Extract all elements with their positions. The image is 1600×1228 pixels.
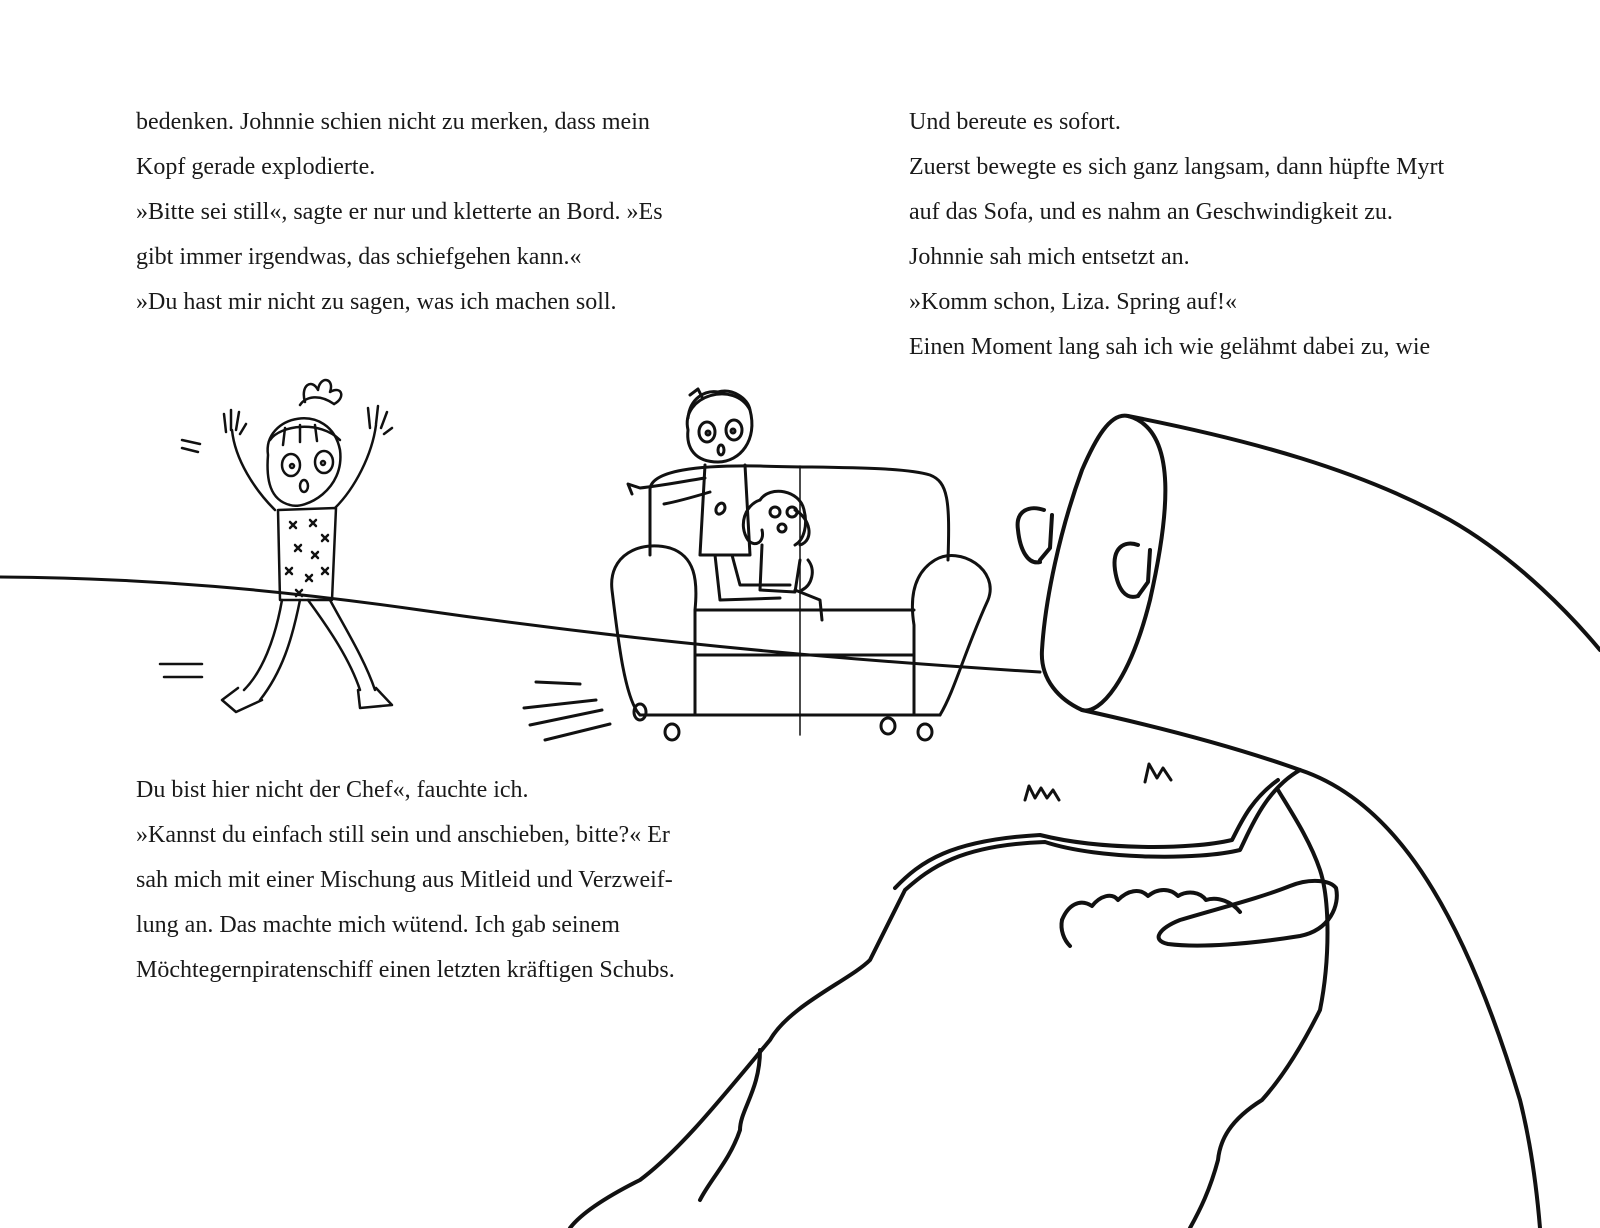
text-line: Du bist hier nicht der Chef«, fauchte ich. <box>136 777 529 803</box>
text-line: auf das Sofa, und es nahm an Geschwindigkeit zu. <box>909 199 1393 225</box>
text-line: bedenken. Johnnie schien nicht zu merken, dass mein <box>136 109 650 135</box>
text-line: Zuerst bewegte es sich ganz langsam, dann hüpfte Myrt <box>909 154 1445 180</box>
text-line: lung an. Das machte mich wütend. Ich gab seinem <box>136 912 620 938</box>
text-line: sah mich mit einer Mischung aus Mitleid und Verzweif- <box>136 867 673 893</box>
text-line: Möchtegernpiratenschiff einen letzten kräftigen Schubs. <box>136 957 675 983</box>
text-line: »Bitte sei still«, sagte er nur und kletterte an Bord. »Es <box>136 199 663 225</box>
text-line: Kopf gerade explodierte. <box>136 154 376 180</box>
text-line: Und bereute es sofort. <box>909 109 1121 135</box>
ground-line <box>0 577 1040 672</box>
text-line: Einen Moment lang sah ich wie gelähmt dabei zu, wie <box>909 334 1431 360</box>
text-line: Johnnie sah mich entsetzt an. <box>909 244 1190 270</box>
text-line: gibt immer irgendwas, das schiefgehen kann.« <box>136 244 582 270</box>
girl-figure <box>160 380 392 712</box>
giant-pipe-slide <box>570 416 1600 1228</box>
text-line: »Kannst du einfach still sein und anschieben, bitte?« Er <box>136 822 670 848</box>
text-line: »Komm schon, Liza. Spring auf!« <box>909 289 1237 315</box>
text-line: »Du hast mir nicht zu sagen, was ich machen soll. <box>136 289 617 315</box>
sofa-with-boy-and-dog <box>524 389 990 740</box>
